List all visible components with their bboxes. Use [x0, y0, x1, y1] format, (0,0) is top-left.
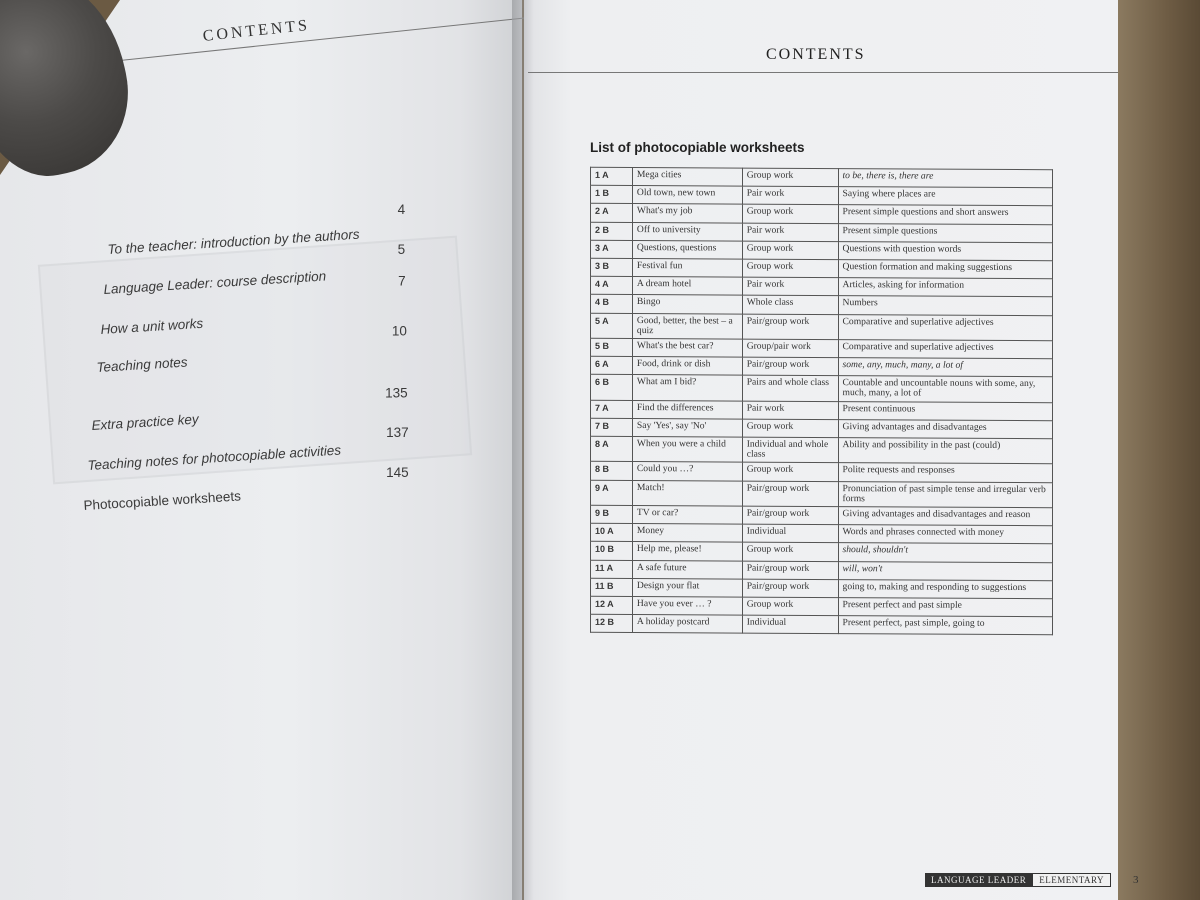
worksheet-type: Pair/group work	[742, 481, 838, 507]
toc-item-label: Photocopiable worksheets	[83, 488, 242, 513]
worksheet-title: Mega cities	[632, 168, 742, 187]
worksheet-number: 9 B	[591, 505, 633, 523]
worksheet-number: 6 B	[591, 375, 633, 401]
worksheet-number: 1 B	[591, 185, 633, 203]
worksheet-focus: Questions with question words	[838, 241, 1052, 260]
worksheet-title: Match!	[632, 480, 742, 506]
worksheet-number: 11 A	[591, 560, 633, 578]
table-row	[591, 436, 1053, 464]
worksheet-type: Pair work	[742, 401, 838, 420]
table-row	[591, 313, 1053, 341]
worksheet-title: A safe future	[632, 560, 742, 579]
worksheet-title: A dream hotel	[632, 277, 742, 296]
toc-item-page: 145	[386, 464, 409, 480]
worksheet-type: Pair work	[742, 223, 838, 242]
right-title-rule	[528, 72, 1118, 73]
book-spine-shadow	[512, 0, 534, 900]
table-row	[591, 418, 1053, 439]
worksheet-number: 3 B	[591, 258, 633, 276]
worksheet-number: 5 B	[591, 338, 633, 356]
worksheet-title: What am I bid?	[632, 375, 742, 401]
worksheet-type: Pair/group work	[742, 357, 838, 376]
worksheet-type: Group work	[742, 463, 838, 482]
worksheet-number: 2 B	[591, 222, 633, 240]
worksheet-number: 8 A	[591, 436, 633, 462]
worksheet-focus: Comparative and superlative adjectives	[838, 339, 1052, 358]
worksheet-focus: Present perfect and past simple	[838, 598, 1052, 617]
table-row	[591, 578, 1053, 599]
table-row	[591, 505, 1053, 526]
worksheet-title: Could you …?	[632, 462, 742, 481]
table-surface-right	[1118, 0, 1200, 900]
worksheet-number: 4 A	[591, 276, 633, 294]
table-row	[591, 356, 1053, 377]
worksheet-focus: Articles, asking for information	[838, 278, 1052, 297]
worksheet-number: 7 A	[591, 400, 633, 418]
worksheet-focus: Countable and uncountable nouns with some, any, much, many, a lot of	[838, 376, 1052, 403]
worksheet-focus: Present continuous	[838, 401, 1052, 420]
worksheet-number: 3 A	[591, 240, 633, 258]
worksheet-number: 10 A	[591, 524, 633, 542]
worksheet-focus: Present simple questions and short answers	[838, 205, 1052, 224]
table-row	[591, 560, 1053, 581]
worksheet-title: Questions, questions	[632, 240, 742, 259]
worksheet-type: Pair work	[742, 186, 838, 205]
worksheet-focus: Giving advantages and disadvantages	[838, 419, 1052, 438]
table-row	[591, 222, 1053, 243]
worksheet-number: 10 B	[591, 542, 633, 560]
worksheet-title: Festival fun	[632, 258, 742, 277]
worksheet-title: Off to university	[632, 222, 742, 241]
table-row	[591, 258, 1053, 279]
toc-item-page: 137	[386, 425, 409, 441]
worksheet-type: Individual and whole class	[742, 437, 838, 463]
toc-item-page: 5	[397, 241, 406, 257]
worksheet-type: Individual	[742, 615, 838, 634]
table-row	[591, 524, 1053, 545]
worksheet-type: Group work	[742, 168, 838, 187]
table-row	[591, 596, 1053, 617]
toc-item-label: To the teacher: introduction by the authors	[107, 226, 360, 257]
worksheet-title: TV or car?	[632, 506, 742, 525]
worksheet-focus: Numbers	[838, 296, 1052, 315]
worksheets-table	[590, 167, 1053, 636]
worksheet-title: Bingo	[632, 295, 742, 314]
worksheet-focus: going to, making and responding to suggestions	[838, 579, 1052, 598]
table-row	[591, 400, 1053, 421]
worksheet-title: Food, drink or dish	[632, 357, 742, 376]
toc-item-label: Language Leader: course description	[103, 268, 327, 297]
worksheet-title: When you were a child	[632, 437, 742, 463]
worksheet-number: 4 B	[591, 295, 633, 313]
worksheet-title: Old town, new town	[632, 186, 742, 205]
worksheet-type: Group work	[742, 241, 838, 260]
worksheet-focus: Comparative and superlative adjectives	[838, 314, 1052, 341]
page-footer	[925, 873, 1139, 887]
toc-item-page: 10	[391, 323, 407, 339]
table-row	[591, 375, 1053, 403]
toc-item[interactable]	[91, 385, 431, 433]
worksheet-type: Group work	[742, 419, 838, 438]
footer-level: ELEMENTARY	[1032, 873, 1111, 887]
worksheet-number: 12 B	[591, 614, 633, 632]
worksheet-title: Design your flat	[632, 578, 742, 597]
table-row	[591, 167, 1053, 188]
worksheet-focus: Present simple questions	[838, 223, 1052, 242]
worksheet-focus: Polite requests and responses	[838, 463, 1052, 482]
worksheet-type: Pair/group work	[742, 579, 838, 598]
table-row	[591, 185, 1053, 206]
toc-item-page: 7	[398, 273, 406, 289]
worksheet-focus: Words and phrases connected with money	[838, 525, 1052, 544]
worksheet-number: 12 A	[591, 596, 633, 614]
worksheet-number: 7 B	[591, 418, 633, 436]
table-row	[591, 462, 1053, 483]
worksheet-focus: Question formation and making suggestions	[838, 260, 1052, 279]
worksheets-section-title: List of photocopiable worksheets	[590, 140, 805, 155]
worksheet-number: 1 A	[591, 167, 633, 185]
toc-item-page: 4	[397, 201, 406, 217]
table-row	[591, 240, 1053, 261]
worksheet-title: What's the best car?	[632, 338, 742, 357]
worksheet-number: 5 A	[591, 313, 633, 339]
worksheet-type: Individual	[742, 524, 838, 543]
right-page-title: CONTENTS	[766, 46, 866, 63]
worksheet-number: 2 A	[591, 204, 633, 222]
worksheet-type: Group work	[742, 204, 838, 223]
worksheet-number: 11 B	[591, 578, 633, 596]
table-row	[591, 204, 1053, 225]
worksheet-type: Pairs and whole class	[742, 375, 838, 401]
worksheet-focus: Pronunciation of past simple tense and irregular verb forms	[838, 481, 1052, 508]
footer-brand: LANGUAGE LEADER	[925, 873, 1032, 887]
toc-item-label: Teaching notes	[96, 354, 188, 375]
left-page-title: CONTENTS	[202, 16, 311, 45]
worksheet-number: 8 B	[591, 462, 633, 480]
worksheet-focus: will, won't	[838, 561, 1052, 580]
worksheet-title: What's my job	[632, 204, 742, 223]
worksheet-focus: some, any, much, many, a lot of	[838, 358, 1052, 377]
toc-item-label: Extra practice key	[91, 411, 200, 433]
table-row	[591, 614, 1053, 635]
worksheet-title: Find the differences	[632, 400, 742, 419]
worksheet-focus: Present perfect, past simple, going to	[838, 616, 1052, 635]
toc-item[interactable]	[83, 464, 423, 513]
worksheet-focus: Giving advantages and disadvantages and reason	[838, 507, 1052, 526]
toc-item[interactable]	[87, 425, 427, 473]
footer-page-number: 3	[1133, 874, 1140, 886]
worksheet-type: Pair/group work	[742, 314, 838, 340]
worksheet-title: Money	[632, 524, 742, 543]
toc-item[interactable]	[107, 201, 447, 257]
table-row	[591, 295, 1053, 316]
worksheet-type: Group work	[742, 597, 838, 616]
worksheet-focus: Ability and possibility in the past (could)	[838, 438, 1052, 465]
worksheet-focus: Saying where places are	[838, 187, 1052, 206]
worksheet-title: Say 'Yes', say 'No'	[632, 418, 742, 437]
worksheet-title: Have you ever … ?	[632, 597, 742, 616]
worksheet-title: Help me, please!	[632, 542, 742, 561]
worksheet-title: Good, better, the best – a quiz	[632, 313, 742, 339]
table-row	[591, 338, 1053, 359]
worksheet-type: Group/pair work	[742, 339, 838, 358]
worksheet-type: Pair/group work	[742, 506, 838, 525]
worksheet-type: Pair work	[742, 277, 838, 296]
worksheet-type: Whole class	[742, 295, 838, 314]
toc-item-label: How a unit works	[100, 315, 204, 337]
table-row	[591, 480, 1053, 508]
worksheet-type: Pair/group work	[742, 561, 838, 580]
toc-item-label: Teaching notes for photocopiable activities	[87, 442, 342, 473]
worksheet-focus: to be, there is, there are	[838, 169, 1052, 188]
worksheet-title: A holiday postcard	[632, 615, 742, 634]
worksheet-number: 9 A	[591, 480, 633, 506]
table-row	[591, 542, 1053, 563]
worksheet-type: Group work	[742, 543, 838, 562]
worksheet-type: Group work	[742, 259, 838, 278]
worksheet-focus: should, shouldn't	[838, 543, 1052, 562]
table-row	[591, 276, 1053, 297]
worksheet-number: 6 A	[591, 356, 633, 374]
toc-item-page: 135	[385, 385, 408, 401]
